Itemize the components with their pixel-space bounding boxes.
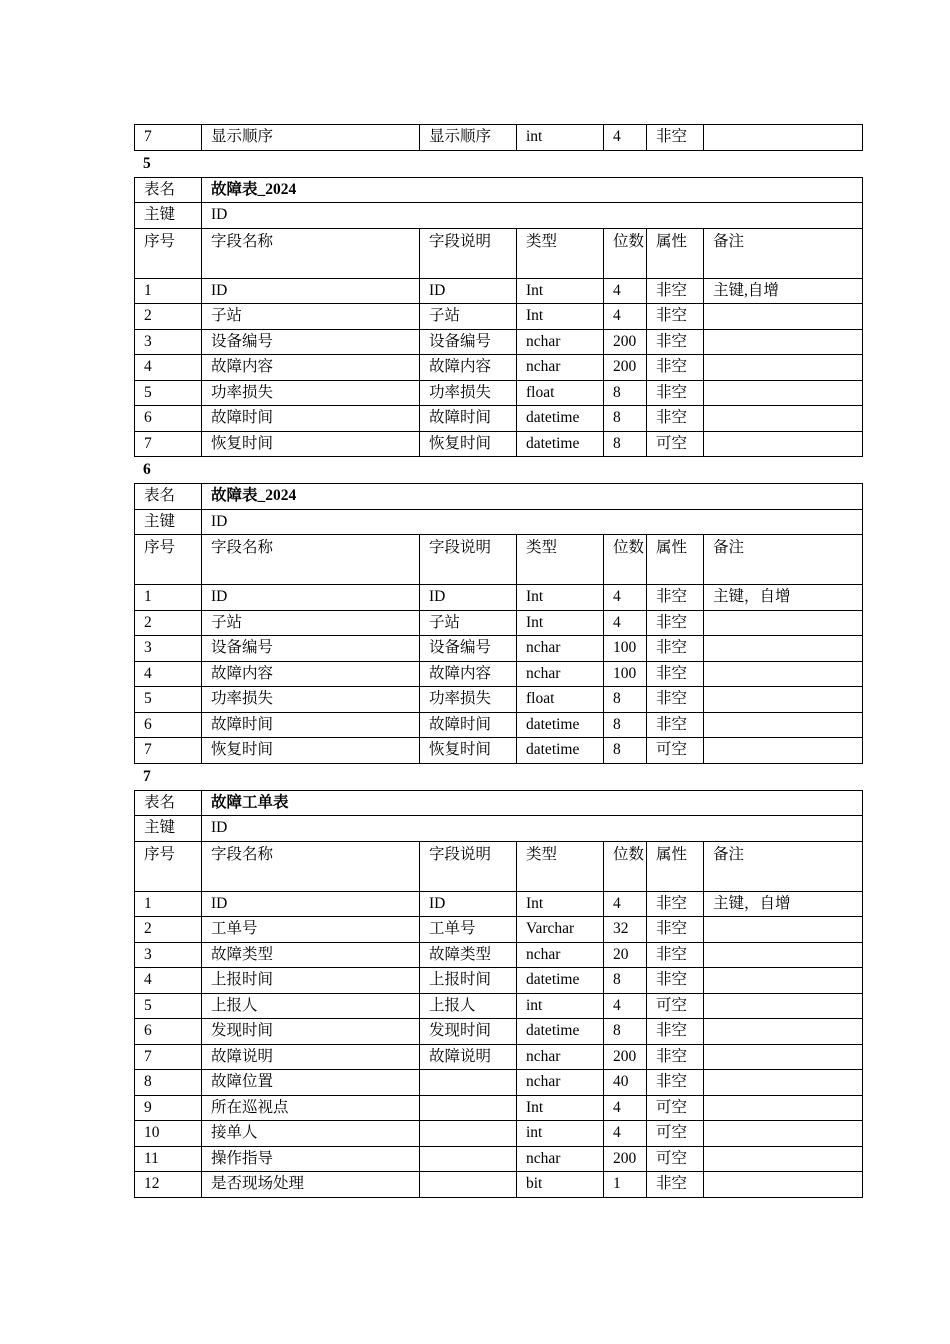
cell-field-desc: 子站: [420, 304, 517, 330]
cell-index: 5: [135, 380, 202, 406]
cell-length: 4: [604, 304, 647, 330]
cell-attribute: 可空: [647, 1146, 704, 1172]
cell-field-desc: 故障时间: [420, 712, 517, 738]
cell-field-name: 故障说明: [202, 1044, 420, 1070]
cell-type: nchar: [517, 355, 604, 381]
cell-field-name: ID: [202, 585, 420, 611]
cell-remark: [704, 968, 863, 994]
cell-type: Int: [517, 278, 604, 304]
cell-type: nchar: [517, 1070, 604, 1096]
cell-remark: [704, 1019, 863, 1045]
cell-index: 9: [135, 1095, 202, 1121]
cell-remark: [704, 636, 863, 662]
cell-type: int: [517, 1121, 604, 1147]
cell-index: 1: [135, 891, 202, 917]
cell-attribute: 可空: [647, 993, 704, 1019]
header-field-name: 字段名称: [202, 228, 420, 278]
cell-attribute: 非空: [647, 1044, 704, 1070]
header-row: [135, 228, 863, 278]
cell-attribute: 可空: [647, 1095, 704, 1121]
primary-key-value: ID: [202, 203, 863, 229]
cell-attribute: 非空: [647, 125, 704, 151]
cell-length: 4: [604, 1095, 647, 1121]
header-remark: 备注: [704, 841, 863, 891]
header-remark: 备注: [704, 535, 863, 585]
cell-index: 7: [135, 738, 202, 764]
header-row: [135, 841, 863, 891]
cell-attribute: 非空: [647, 329, 704, 355]
table-row: [135, 329, 863, 355]
header-length: 位数: [604, 535, 647, 585]
primary-key-value: ID: [202, 816, 863, 842]
cell-remark: [704, 917, 863, 943]
cell-type: datetime: [517, 738, 604, 764]
cell-type: int: [517, 993, 604, 1019]
table-name-row: [135, 177, 863, 203]
cell-remark: 主键，自增: [704, 891, 863, 917]
cell-index: 7: [135, 125, 202, 151]
cell-field-desc: [420, 1121, 517, 1147]
cell-length: 1: [604, 1172, 647, 1198]
cell-attribute: 非空: [647, 355, 704, 381]
cell-remark: [704, 380, 863, 406]
cell-field-desc: ID: [420, 278, 517, 304]
table-row: [135, 738, 863, 764]
cell-length: 100: [604, 661, 647, 687]
table-row: [135, 891, 863, 917]
cell-index: 4: [135, 968, 202, 994]
table-row: [135, 355, 863, 381]
cell-type: datetime: [517, 712, 604, 738]
cell-length: 8: [604, 968, 647, 994]
table-row: [135, 1044, 863, 1070]
cell-field-name: 故障内容: [202, 661, 420, 687]
cell-type: nchar: [517, 1146, 604, 1172]
cell-field-desc: 显示顺序: [420, 125, 517, 151]
cell-index: 3: [135, 942, 202, 968]
cell-index: 8: [135, 1070, 202, 1096]
cell-length: 40: [604, 1070, 647, 1096]
cell-field-name: 工单号: [202, 917, 420, 943]
cell-attribute: 非空: [647, 585, 704, 611]
cell-index: 12: [135, 1172, 202, 1198]
cell-field-desc: 故障类型: [420, 942, 517, 968]
cell-field-name: 故障时间: [202, 712, 420, 738]
header-length: 位数: [604, 841, 647, 891]
cell-type: float: [517, 687, 604, 713]
cell-length: 200: [604, 329, 647, 355]
cell-index: 6: [135, 712, 202, 738]
section-number: 7: [143, 767, 151, 785]
table-row: [135, 687, 863, 713]
cell-type: Varchar: [517, 917, 604, 943]
table-row: [135, 1121, 863, 1147]
cell-remark: [704, 125, 863, 151]
cell-remark: [704, 431, 863, 457]
cell-type: float: [517, 380, 604, 406]
cell-type: datetime: [517, 406, 604, 432]
cell-index: 2: [135, 610, 202, 636]
cell-remark: [704, 993, 863, 1019]
cell-remark: [704, 1146, 863, 1172]
cell-remark: [704, 406, 863, 432]
cell-field-name: 所在巡视点: [202, 1095, 420, 1121]
cell-remark: [704, 1044, 863, 1070]
table-row: [135, 1095, 863, 1121]
cell-field-desc: 功率损失: [420, 380, 517, 406]
cell-field-desc: 恢复时间: [420, 431, 517, 457]
table-name-label: 表名: [135, 790, 202, 816]
table-row: [135, 431, 863, 457]
header-field-name: 字段名称: [202, 535, 420, 585]
table-name-label: 表名: [135, 177, 202, 203]
cell-length: 4: [604, 1121, 647, 1147]
header-attribute: 属性: [647, 228, 704, 278]
cell-attribute: 非空: [647, 661, 704, 687]
cell-field-desc: 故障内容: [420, 661, 517, 687]
cell-field-desc: ID: [420, 891, 517, 917]
cell-remark: 主键，自增: [704, 585, 863, 611]
field-table: [134, 790, 863, 1198]
cell-attribute: 非空: [647, 968, 704, 994]
cell-field-name: 上报人: [202, 993, 420, 1019]
cell-remark: [704, 355, 863, 381]
primary-key-label: 主键: [135, 509, 202, 535]
table-row: [135, 1172, 863, 1198]
table-row: [135, 304, 863, 330]
table-name-row: [135, 484, 863, 510]
cell-remark: [704, 942, 863, 968]
cell-field-name: 故障类型: [202, 942, 420, 968]
table-row: [135, 661, 863, 687]
cell-field-name: ID: [202, 278, 420, 304]
cell-field-name: 故障位置: [202, 1070, 420, 1096]
table-row: [135, 585, 863, 611]
cell-remark: [704, 329, 863, 355]
table-name: 故障表_2024: [202, 177, 863, 203]
cell-type: Int: [517, 585, 604, 611]
header-length: 位数: [604, 228, 647, 278]
cell-index: 11: [135, 1146, 202, 1172]
cell-length: 4: [604, 993, 647, 1019]
header-index: 序号: [135, 228, 202, 278]
cell-field-desc: 功率损失: [420, 687, 517, 713]
cell-field-desc: 发现时间: [420, 1019, 517, 1045]
cell-length: 4: [604, 278, 647, 304]
table-row: [135, 278, 863, 304]
field-table: [134, 177, 863, 458]
cell-attribute: 非空: [647, 610, 704, 636]
cell-attribute: 非空: [647, 406, 704, 432]
cell-index: 2: [135, 917, 202, 943]
cell-attribute: 非空: [647, 380, 704, 406]
cell-field-desc: 故障说明: [420, 1044, 517, 1070]
cell-index: 7: [135, 431, 202, 457]
cell-field-name: 子站: [202, 610, 420, 636]
cell-remark: [704, 661, 863, 687]
cell-field-name: 故障时间: [202, 406, 420, 432]
cell-attribute: 可空: [647, 738, 704, 764]
cell-index: 6: [135, 406, 202, 432]
cell-length: 200: [604, 1146, 647, 1172]
cell-length: 4: [604, 610, 647, 636]
cell-field-name: 显示顺序: [202, 125, 420, 151]
sections: [134, 151, 862, 1198]
cell-type: nchar: [517, 942, 604, 968]
table-name: 故障工单表: [202, 790, 863, 816]
cell-type: nchar: [517, 636, 604, 662]
cell-index: 3: [135, 329, 202, 355]
cell-type: Int: [517, 610, 604, 636]
table-row: [135, 1070, 863, 1096]
field-table: [134, 483, 863, 764]
cell-length: 8: [604, 687, 647, 713]
cell-length: 8: [604, 406, 647, 432]
cell-type: Int: [517, 891, 604, 917]
cell-field-desc: ID: [420, 585, 517, 611]
table-row: [135, 993, 863, 1019]
cell-length: 8: [604, 738, 647, 764]
cell-field-desc: [420, 1172, 517, 1198]
primary-key-row: [135, 509, 863, 535]
cell-field-name: 操作指导: [202, 1146, 420, 1172]
cell-type: Int: [517, 304, 604, 330]
cell-attribute: 非空: [647, 1019, 704, 1045]
cell-attribute: 非空: [647, 712, 704, 738]
cell-remark: [704, 712, 863, 738]
header-field-desc: 字段说明: [420, 841, 517, 891]
cell-field-name: 上报时间: [202, 968, 420, 994]
table-row: [135, 712, 863, 738]
cell-attribute: 非空: [647, 636, 704, 662]
cell-field-name: ID: [202, 891, 420, 917]
section-number: 5: [143, 154, 151, 172]
cell-length: 8: [604, 712, 647, 738]
cell-attribute: 非空: [647, 1172, 704, 1198]
header-index: 序号: [135, 535, 202, 585]
cell-attribute: 可空: [647, 431, 704, 457]
cell-length: 8: [604, 380, 647, 406]
cell-remark: 主键,自增: [704, 278, 863, 304]
cell-type: datetime: [517, 968, 604, 994]
header-type: 类型: [517, 535, 604, 585]
cell-field-desc: 恢复时间: [420, 738, 517, 764]
cell-remark: [704, 1172, 863, 1198]
cell-field-desc: 设备编号: [420, 636, 517, 662]
table-name-row: [135, 790, 863, 816]
cell-field-name: 功率损失: [202, 380, 420, 406]
cell-length: 4: [604, 125, 647, 151]
continued-table: [134, 124, 863, 151]
cell-remark: [704, 1070, 863, 1096]
cell-field-desc: 上报人: [420, 993, 517, 1019]
cell-index: 10: [135, 1121, 202, 1147]
cell-index: 3: [135, 636, 202, 662]
cell-field-name: 恢复时间: [202, 738, 420, 764]
cell-attribute: 可空: [647, 1121, 704, 1147]
cell-remark: [704, 738, 863, 764]
cell-field-name: 恢复时间: [202, 431, 420, 457]
cell-remark: [704, 1121, 863, 1147]
cell-type: Int: [517, 1095, 604, 1121]
header-attribute: 属性: [647, 535, 704, 585]
table-row: [135, 1019, 863, 1045]
header-row: [135, 535, 863, 585]
cell-length: 100: [604, 636, 647, 662]
cell-type: datetime: [517, 431, 604, 457]
cell-length: 4: [604, 585, 647, 611]
cell-field-desc: [420, 1146, 517, 1172]
header-index: 序号: [135, 841, 202, 891]
primary-key-label: 主键: [135, 203, 202, 229]
cell-length: 20: [604, 942, 647, 968]
cell-attribute: 非空: [647, 942, 704, 968]
cell-length: 200: [604, 1044, 647, 1070]
cell-index: 4: [135, 355, 202, 381]
primary-key-value: ID: [202, 509, 863, 535]
cell-type: nchar: [517, 661, 604, 687]
cell-index: 7: [135, 1044, 202, 1070]
cell-field-name: 发现时间: [202, 1019, 420, 1045]
section-number: 6: [143, 461, 151, 478]
table-row: [135, 1146, 863, 1172]
cell-type: nchar: [517, 329, 604, 355]
cell-index: 5: [135, 687, 202, 713]
cell-attribute: 非空: [647, 891, 704, 917]
header-field-desc: 字段说明: [420, 228, 517, 278]
cell-field-name: 功率损失: [202, 687, 420, 713]
table-row: [135, 942, 863, 968]
cell-field-desc: 工单号: [420, 917, 517, 943]
table-row: [135, 125, 863, 151]
cell-length: 32: [604, 917, 647, 943]
cell-field-desc: 故障内容: [420, 355, 517, 381]
cell-length: 8: [604, 1019, 647, 1045]
header-remark: 备注: [704, 228, 863, 278]
cell-remark: [704, 610, 863, 636]
primary-key-row: [135, 816, 863, 842]
table-row: [135, 636, 863, 662]
cell-attribute: 非空: [647, 1070, 704, 1096]
header-type: 类型: [517, 228, 604, 278]
header-attribute: 属性: [647, 841, 704, 891]
cell-type: nchar: [517, 1044, 604, 1070]
cell-type: datetime: [517, 1019, 604, 1045]
table-row: [135, 917, 863, 943]
cell-field-desc: [420, 1095, 517, 1121]
table-row: [135, 380, 863, 406]
header-field-desc: 字段说明: [420, 535, 517, 585]
cell-index: 6: [135, 1019, 202, 1045]
table-row: [135, 968, 863, 994]
cell-remark: [704, 687, 863, 713]
cell-index: 1: [135, 278, 202, 304]
header-type: 类型: [517, 841, 604, 891]
cell-field-name: 故障内容: [202, 355, 420, 381]
cell-index: 2: [135, 304, 202, 330]
primary-key-label: 主键: [135, 816, 202, 842]
cell-field-name: 设备编号: [202, 636, 420, 662]
cell-attribute: 非空: [647, 917, 704, 943]
cell-index: 1: [135, 585, 202, 611]
cell-attribute: 非空: [647, 304, 704, 330]
cell-attribute: 非空: [647, 278, 704, 304]
cell-field-name: 设备编号: [202, 329, 420, 355]
header-field-name: 字段名称: [202, 841, 420, 891]
cell-field-desc: 上报时间: [420, 968, 517, 994]
cell-length: 4: [604, 891, 647, 917]
table-row: [135, 406, 863, 432]
cell-field-name: 是否现场处理: [202, 1172, 420, 1198]
cell-index: 4: [135, 661, 202, 687]
cell-attribute: 非空: [647, 687, 704, 713]
cell-field-name: 子站: [202, 304, 420, 330]
cell-type: int: [517, 125, 604, 151]
table-name: 故障表_2024: [202, 484, 863, 510]
cell-remark: [704, 304, 863, 330]
cell-field-desc: 故障时间: [420, 406, 517, 432]
cell-field-desc: 设备编号: [420, 329, 517, 355]
cell-index: 5: [135, 993, 202, 1019]
table-row: [135, 610, 863, 636]
cell-length: 8: [604, 431, 647, 457]
table-name-label: 表名: [135, 484, 202, 510]
cell-remark: [704, 1095, 863, 1121]
document-body: [134, 124, 862, 1198]
cell-field-name: 接单人: [202, 1121, 420, 1147]
cell-field-desc: 子站: [420, 610, 517, 636]
cell-length: 200: [604, 355, 647, 381]
cell-type: bit: [517, 1172, 604, 1198]
primary-key-row: [135, 203, 863, 229]
cell-field-desc: [420, 1070, 517, 1096]
